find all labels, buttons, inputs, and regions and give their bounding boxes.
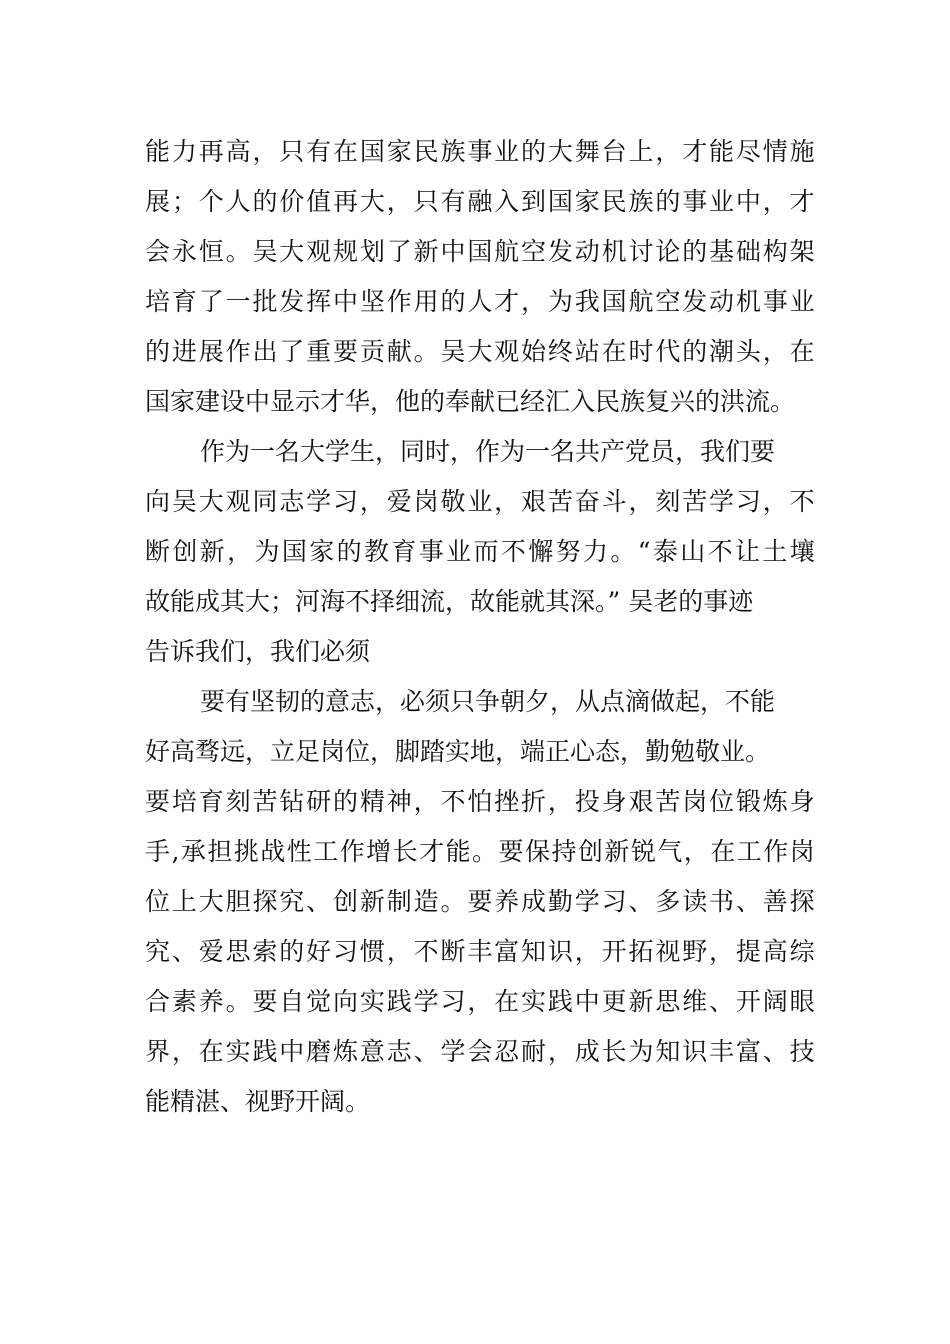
text-line: 展 ； 个 人 的 价 值 再 大 ， 只 有 融 入 到 国 家 民 族 的 事 业 中 ， 才 — [145, 187, 815, 216]
text-line: 培 育 了 一 批 发 挥 中 坚 作 用 的 人 才 ， 为 我 国 航 空 发 动 机 事 业 — [145, 287, 815, 316]
text-line: 要 培 育 刻 苦 钻 研 的 精 神 ， 不 怕 挫 折 ， 投 身 艰 苦 岗 位 锻 炼 身 — [145, 787, 815, 816]
text-line: 向 吴 大 观 同 志 学 习 ， 爱 岗 敬 业 ， 艰 苦 奋 斗 ， 刻 苦 学 习 ， 不 — [145, 487, 815, 516]
text-line: 能精湛、视野开阔。 — [145, 1087, 371, 1116]
text-line: 会 永 恒 。 吴 大 观 规 划 了 新 中 国 航 空 发 动 机 讨 论 的 基 础 构 架 — [145, 237, 815, 266]
body-text — [145, 127, 815, 1127]
text-line: 国家建设中显示才华，他的奉献已经汇入民族复兴的洪流。 — [145, 387, 796, 416]
text-line: 位 上 大 胆 探 究 、 创 新 制 造 。 要 养 成 勤 学 习 、 多 读 书 、 善 探 — [145, 887, 815, 916]
paragraph-first-line: 作为一名大学生，同时，作为一名共产党员，我们要 — [200, 437, 776, 466]
text-line: 断 创 新 ， 为 国 家 的 教 育 事 业 而 不 懈 努 力 。 “ 泰 山 不 让 土 壤 — [145, 537, 815, 566]
text-line: 究 、 爱 思 索 的 好 习 惯 ， 不 断 丰 富 知 识 ， 开 拓 视 野 ， 提 高 综 — [145, 937, 815, 966]
paragraph-first-line: 要有坚韧的意志，必须只争朝夕，从点滴做起，不能 — [200, 687, 776, 716]
text-line: 手 , 承 担 挑 战 性 工 作 增 长 才 能 。 要 保 持 创 新 锐 气 ， 在 工 作 岗 — [145, 837, 815, 866]
text-line: 能 力 再 高 ， 只 有 在 国 家 民 族 事 业 的 大 舞 台 上 ， 才 能 尽 情 施 — [145, 137, 815, 166]
text-line: 故能成其大；河海不择细流，故能就其深。” 吴老的事迹 — [145, 587, 754, 616]
text-line: 告诉我们，我们必须 — [145, 637, 371, 666]
text-line: 合 素 养 。 要 自 觉 向 实 践 学 习 ， 在 实 践 中 更 新 思 维 、 开 阔 眼 — [145, 987, 815, 1016]
text-line: 好高骛远，立足岗位，脚踏实地，端正心态，勤勉敬业。 — [145, 737, 771, 766]
text-line: 界 ， 在 实 践 中 磨 炼 意 志 、 学 会 忍 耐 ， 成 长 为 知 识 丰 富 、 技 — [145, 1037, 815, 1066]
text-line: 的 进 展 作 出 了 重 要 贡 献 。 吴 大 观 始 终 站 在 时 代 的 潮 头 ， 在 — [145, 337, 815, 366]
